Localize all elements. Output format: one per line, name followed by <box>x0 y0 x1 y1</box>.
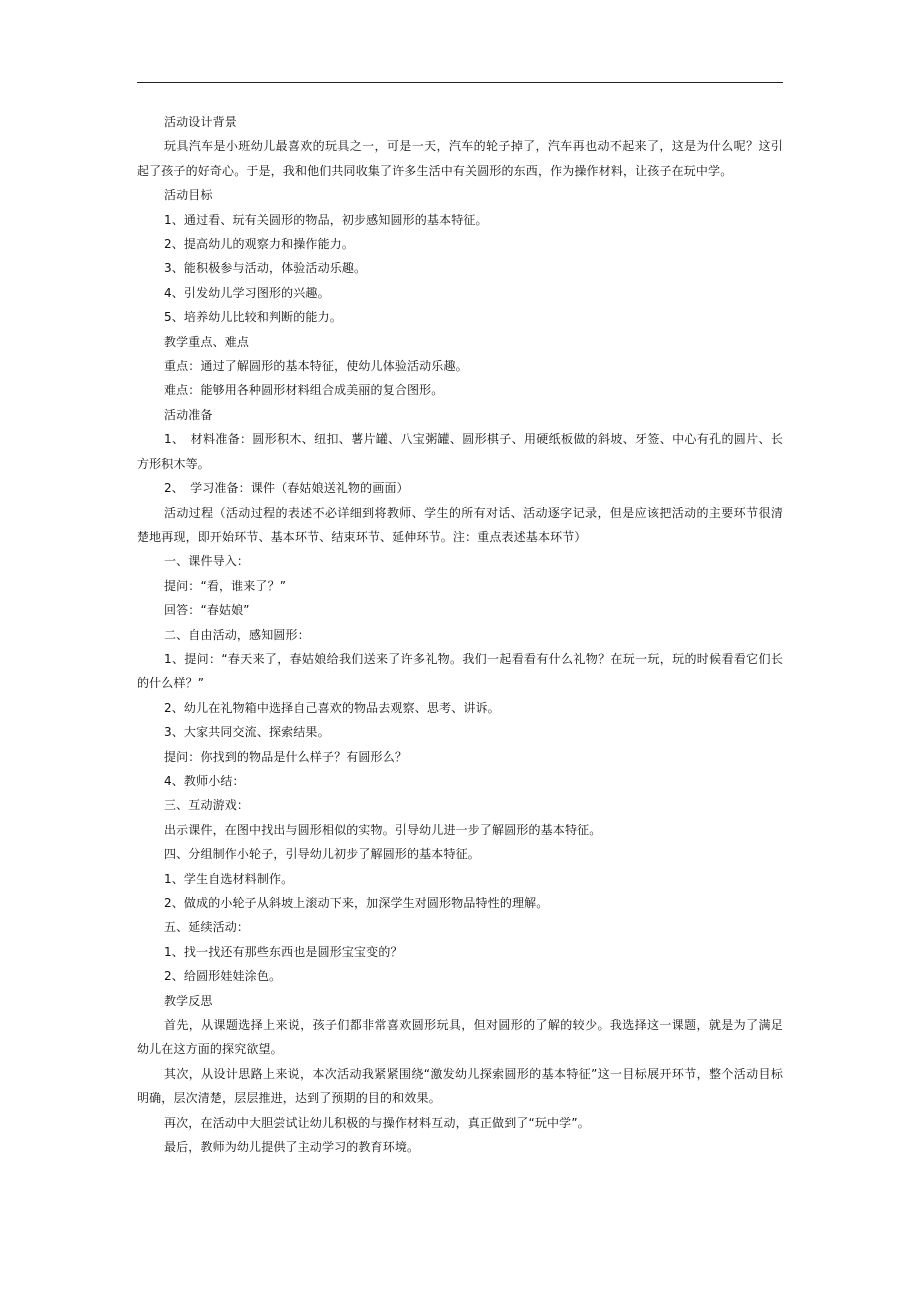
header-rule <box>137 82 783 83</box>
goal-item: 2、提高幼儿的观察力和操作能力。 <box>164 237 355 252</box>
process-line: 1、提问：“春天来了，春姑娘给我们送来了许多礼物。我们一起看看有什么礼物？在玩一玩，玩的时候看看它们长的什么样？” <box>137 651 783 691</box>
difficult-point: 难点：能够用各种圆形材料组合成美丽的复合图形。 <box>164 383 444 398</box>
process-line: 1、找一找还有那些东西也是圆形宝宝变的？ <box>164 944 403 959</box>
reflection-paragraph: 最后，教师为幼儿提供了主动学习的教育环境。 <box>164 1140 420 1155</box>
preparation-item: 2、 学习准备：课件（春姑娘送礼物的画面） <box>164 481 409 496</box>
process-line: 提问：你找到的物品是什么样子？有圆形么？ <box>164 749 408 764</box>
reflection-paragraph: 其次，从设计思路上来说，本次活动我紧紧围绕“激发幼儿探索圆形的基本特征”这一目标展开环节，整个活动目标明确，层次清楚，层层推进，达到了预期的目的和效果。 <box>137 1066 783 1106</box>
heading-key-points: 教学重点、难点 <box>164 334 250 349</box>
preparation-item: 1、 材料准备：圆形积木、纽扣、薯片罐、八宝粥罐、圆形棋子、用硬纸板做的斜坡、牙签、中心有孔的圆片、长方形积木等。 <box>137 432 783 471</box>
goal-item: 3、能积极参与活动，体验活动乐趣。 <box>164 261 367 276</box>
process-line: 3、大家共同交流、探索结果。 <box>164 725 330 740</box>
document-body <box>137 110 783 1159</box>
goal-item: 5、培养幼儿比较和判断的能力。 <box>164 310 342 325</box>
heading-reflection: 教学反思 <box>164 993 213 1008</box>
heading-process: 活动过程（活动过程的表述不必详细到将教师、学生的所有对话、活动逐字记录，但是应该把活动的主要环节很清楚地再现，即开始环节、基本环节、结束环节、延伸环节。注：重点表述基本环节） <box>137 505 783 544</box>
heading-goals: 活动目标 <box>164 188 213 203</box>
goal-item: 1、通过看、玩有关圆形的物品，初步感知圆形的基本特征。 <box>164 212 488 227</box>
process-line: 2、做成的小轮子从斜坡上滚动下来，加深学生对圆形物品特性的理解。 <box>164 896 549 910</box>
goal-item: 4、引发幼儿学习图形的兴趣。 <box>164 285 330 300</box>
key-point: 重点：通过了解圆形的基本特征，使幼儿体验活动乐趣。 <box>164 359 468 374</box>
heading-preparation: 活动准备 <box>164 407 213 422</box>
heading-background: 活动设计背景 <box>164 115 237 129</box>
section-heading: 四、分组制作小轮子，引导幼儿初步了解圆形的基本特征。 <box>164 847 480 862</box>
section-heading: 一、课件导入： <box>164 554 250 569</box>
section-heading: 三、互动游戏： <box>164 798 250 813</box>
reflection-paragraph: 再次，在活动中大胆尝试让幼儿积极的与操作材料互动，真正做到了“玩中学”。 <box>164 1115 590 1130</box>
reflection-paragraph: 首先，从课题选择上来说，孩子们都非常喜欢圆形玩具，但对圆形的了解的较少。我选择这一课题，就是为了满足幼儿在这方面的探究欲望。 <box>137 1018 783 1057</box>
process-line: 4、教师小结： <box>164 773 245 788</box>
paragraph-background: 玩具汽车是小班幼儿最喜欢的玩具之一，可是一天，汽车的轮子掉了，汽车再也动不起来了，这是为什么呢？这引起了孩子的好奇心。于是，我和他们共同收集了许多生活中有关圆形的东西，作为操作材料，让孩子在玩中学。 <box>137 139 783 178</box>
process-line: 2、给圆形娃娃涂色。 <box>164 969 282 984</box>
process-line: 2、幼儿在礼物箱中选择自己喜欢的物品去观察、思考、讲诉。 <box>164 700 500 715</box>
section-heading: 二、自由活动，感知圆形： <box>164 627 310 642</box>
section-heading: 五、延续活动： <box>164 920 250 935</box>
process-line: 出示课件，在图中找出与圆形相似的实物。引导幼儿进一步了解圆形的基本特征。 <box>164 822 602 837</box>
process-line: 回答：“春姑娘” <box>164 603 250 618</box>
process-line: 提问：“看，谁来了？” <box>164 578 287 593</box>
process-line: 1、学生自选材料制作。 <box>164 871 294 886</box>
